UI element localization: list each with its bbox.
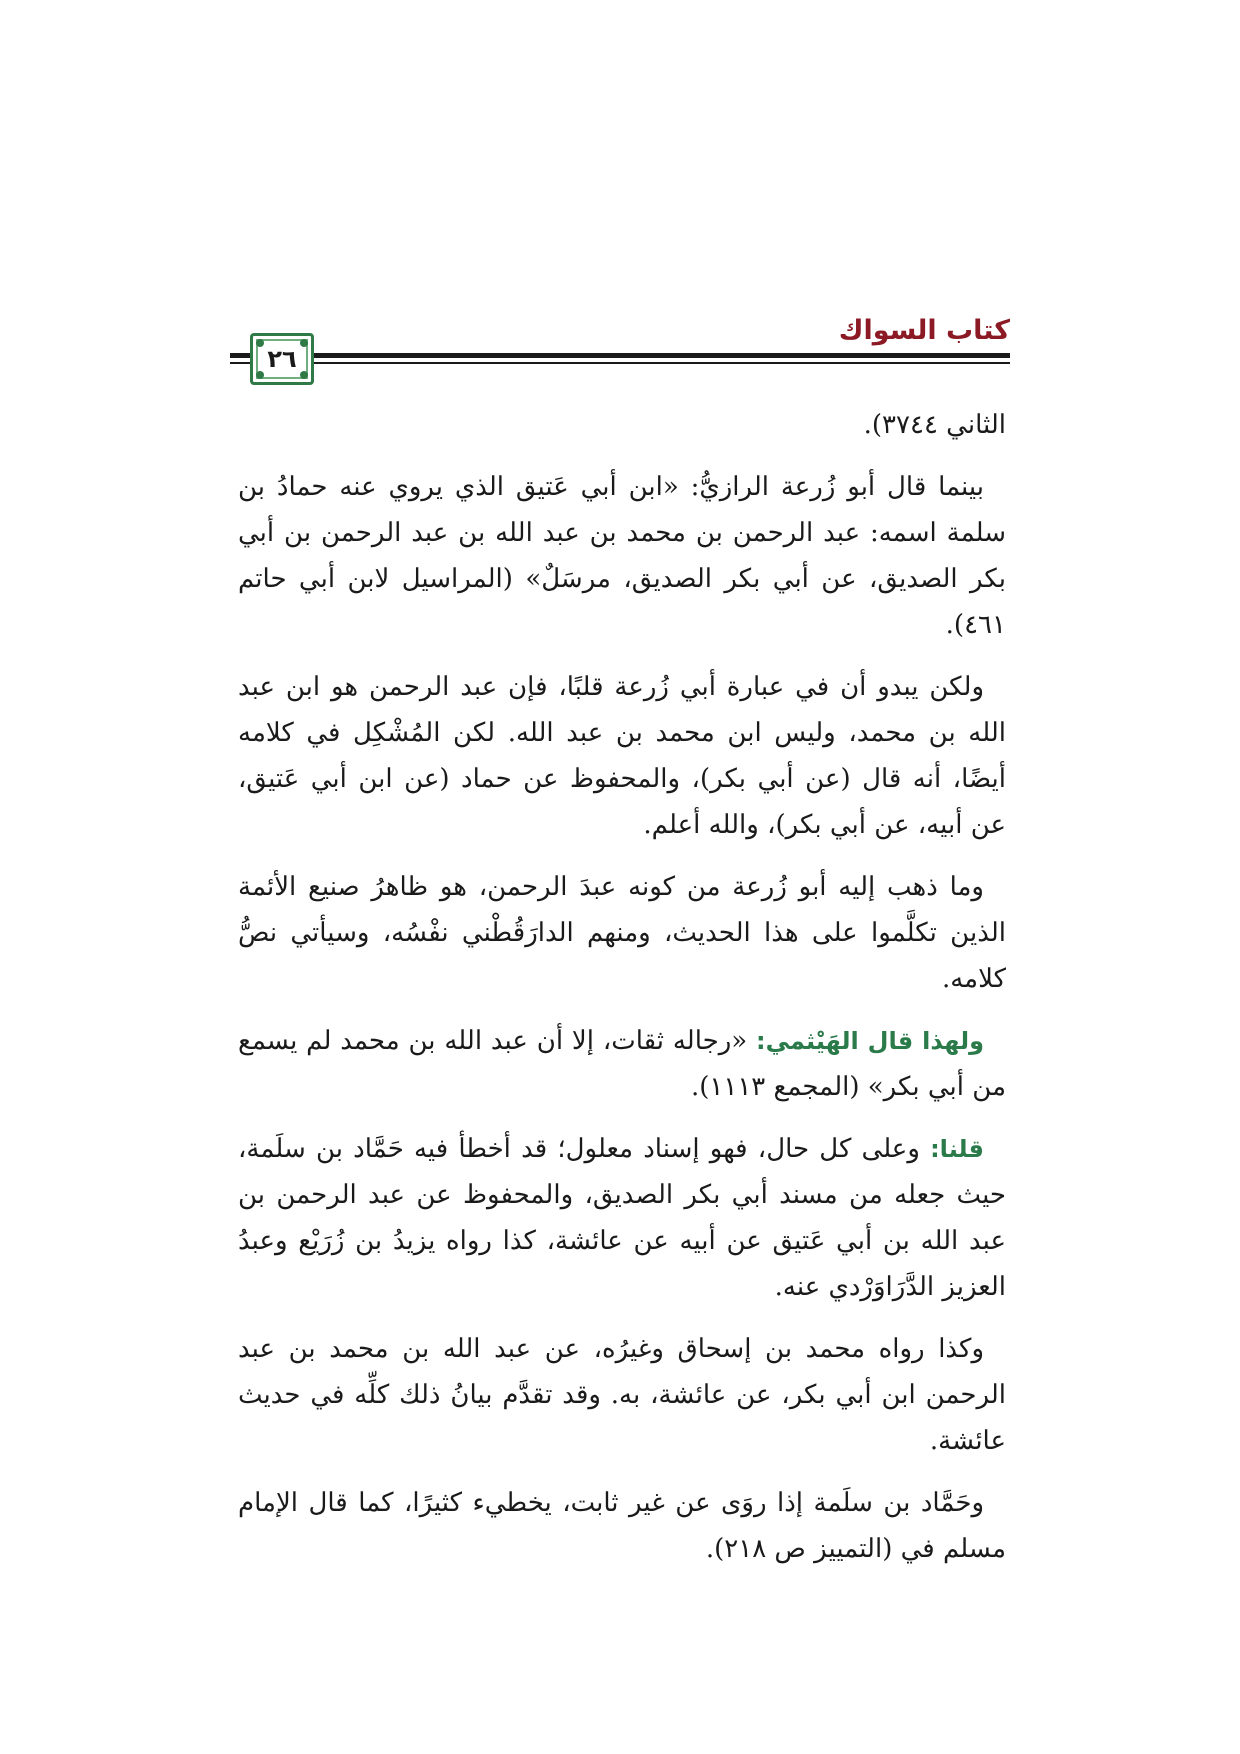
header-rule-thick <box>230 353 1010 358</box>
page-body <box>238 402 1006 1588</box>
paragraph-1: الثاني ٣٧٤٤). <box>863 410 1006 440</box>
header-rule-thin <box>230 362 1010 364</box>
page-number: ٢٦ <box>267 345 297 373</box>
highlight-label: ولهذا قال الهَيْثمي: <box>756 1027 984 1055</box>
page-header <box>230 315 1010 385</box>
paragraph-6 <box>238 1126 1006 1310</box>
paragraph-5-text: «رجاله ثقات، إلا أن عبد الله بن محمد لم يسمع من أبي بكر» (المجمع ١١١٣). <box>238 1026 1006 1102</box>
ornament-icon <box>256 371 264 379</box>
paragraph-2: بينما قال أبو زُرعة الرازيُّ: «ابن أبي عَتيق الذي يروي عنه حمادُ بن سلمة اسمه: عبد الرحمن بن محمد بن عبد الله بن عبد الرحمن بن أبي بكر الصديق، عن أبي بكر الصديق، مرسَلٌ» (المراسيل لابن أبي حاتم ٤٦١). <box>238 472 1006 640</box>
highlight-label: قلنا: <box>930 1135 984 1163</box>
paragraph-8: وحَمَّاد بن سلَمة إذا روَى عن غير ثابت، يخطيء كثيرًا، كما قال الإمام مسلم في (التمييز ص ٢١٨). <box>238 1488 1006 1564</box>
ornament-icon <box>256 339 264 347</box>
paragraph-6-text: وعلى كل حال، فهو إسناد معلول؛ قد أخطأ فيه حَمَّاد بن سلَمة، حيث جعله من مسند أبي بكر الصديق، والمحفوظ عن عبد الرحمن بن عبد الله بن أبي عَتيق عن أبيه عن عائشة، كذا رواه يزيدُ بن زُرَيْع وعبدُ العزيز الدَّرَاوَرْدي عنه. <box>238 1134 1006 1302</box>
paragraph-7: وكذا رواه محمد بن إسحاق وغيرُه، عن عبد الله بن محمد بن عبد الرحمن ابن أبي بكر، عن عائشة، به. وقد تقدَّم بيانُ ذلك كلِّه في حديث عائشة. <box>238 1334 1006 1456</box>
paragraph-3: ولكن يبدو أن في عبارة أبي زُرعة قلبًا، فإن عبد الرحمن هو ابن عبد الله بن محمد، وليس ابن محمد بن عبد الله. لكن المُشْكِل في كلامه أيضًا، أنه قال (عن أبي بكر)، والمحفوظ عن حماد (عن ابن أبي عَتيق، عن أبيه، عن أبي بكر)، والله أعلم. <box>238 672 1006 840</box>
paragraph-4: وما ذهب إليه أبو زُرعة من كونه عبدَ الرحمن، هو ظاهرُ صنيع الأئمة الذين تكلَّموا على هذا الحديث، ومنهم الدارَقُطْني نفْسُه، وسيأتي نصُّ كلامه. <box>238 872 1006 994</box>
ornament-icon <box>300 371 308 379</box>
page-number-badge <box>250 333 314 385</box>
paragraph-5 <box>238 1018 1006 1110</box>
book-title: كتاب السواك <box>838 315 1010 346</box>
ornament-icon <box>300 339 308 347</box>
